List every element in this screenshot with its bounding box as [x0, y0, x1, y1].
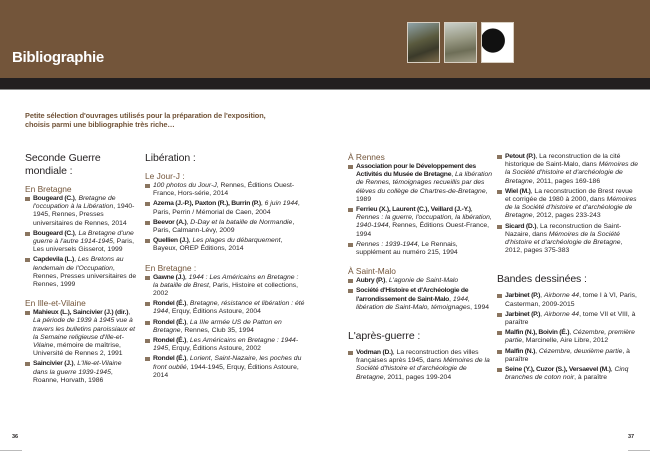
- entry-title: Mémoires de la Société d'histoire et d'archéologie de Bretagne: [505, 196, 637, 220]
- entry-details: ,: [470, 206, 473, 214]
- bullet-square-icon: [25, 258, 30, 262]
- entry-title: Les Américains en Bretagne : 1944-1945: [153, 337, 299, 353]
- bibliography-entry: [145, 337, 305, 353]
- bullet-square-icon: [145, 276, 150, 280]
- entry-details: , Paris, Les universels Gisserot, 1999: [33, 238, 135, 254]
- subsection-heading: À Rennes: [348, 152, 385, 162]
- intro-line: choisis parmi une bibliographie très riche…: [25, 120, 175, 129]
- bibliography-entry: [25, 256, 137, 289]
- column-1: [25, 152, 137, 394]
- bibliography-entry: [497, 188, 639, 221]
- entry-author: Beevor (A.): [153, 218, 187, 226]
- entry-details: ,: [188, 237, 193, 245]
- entry-author: Ferrieu (X.), Laurent (C.), Veillard (J.-Y.): [356, 206, 471, 214]
- entry-details: ,: [128, 309, 131, 317]
- entry-author: Association pour le Développement des Activités du Musée de Bretagne: [356, 163, 476, 179]
- bullet-square-icon: [348, 243, 353, 247]
- page-title: Bibliographie: [12, 49, 104, 66]
- entry-title: La période de 1939 à 1945 vue à travers les bulletins paroissiaux et la Semaine religieuse d'Ille-et-Vilaine: [33, 317, 135, 350]
- entry-author: Aubry (P.): [356, 277, 386, 285]
- page-number-right: 37: [628, 434, 635, 440]
- bullet-square-icon: [497, 368, 502, 372]
- entry-details: ,: [610, 366, 615, 374]
- entry-title: Mémoires de la Société d'histoire et d'archéologie de Bretagne: [505, 161, 638, 185]
- entry-author: Saincivier (J.): [33, 360, 74, 368]
- entry-details: , tome VII et VIII, à paraître: [505, 310, 636, 327]
- bullet-square-icon: [497, 313, 502, 317]
- entry-details: , mémoire de maîtrise, Université de Rennes 2, 1991: [33, 342, 123, 358]
- bullet-square-icon: [348, 289, 353, 293]
- footer-rule-right: [628, 450, 650, 451]
- entry-details: , tome I à VI, Paris, Casterman, 2009-2015: [505, 292, 637, 308]
- bibliography-entry: [348, 241, 493, 257]
- entry-details: , Rennes, Presses universitaires de Rennes, 1999: [33, 264, 137, 289]
- entry-details: , Roanne, Horvath, 1986: [33, 368, 113, 384]
- entry-author: Bougeard (C.): [33, 195, 75, 202]
- bibliography-entry: [145, 200, 305, 216]
- entry-title: Les plages du débarquement: [192, 237, 281, 245]
- entry-author: Wiel (M.): [505, 187, 531, 195]
- bibliography-section: [497, 153, 639, 255]
- bibliography-entry: [348, 277, 493, 285]
- bibliography-entry: [145, 300, 305, 316]
- bullet-square-icon: [497, 331, 502, 335]
- entry-details: , 2011, pages 199-204: [383, 373, 452, 381]
- entry-title: Mémoires de la Société d'histoire et d'archéologie de Bretagne: [505, 230, 621, 247]
- entry-details: ,: [260, 200, 265, 208]
- intro-text: [25, 111, 266, 129]
- bullet-square-icon: [25, 232, 30, 236]
- footer-rule-left: [0, 450, 22, 451]
- entry-details: , La reconstruction de Saint-Nazaire, dans: [505, 222, 622, 238]
- bibliography-entry: [497, 311, 639, 327]
- intro-line: Petite sélection d'ouvrages utilisés pour la préparation de l'exposition,: [25, 111, 266, 120]
- entry-author: Société d'Histoire et d'Archéologie de l'arrondissement de Saint-Malo: [356, 287, 469, 303]
- bibliography-entry: [497, 223, 639, 256]
- bullet-square-icon: [145, 321, 150, 325]
- entry-author: Malfin (N.): [505, 347, 536, 355]
- entry-details: , 1994: [470, 303, 490, 311]
- bibliography-section: [348, 330, 493, 382]
- entry-title: Cinq branches de coton noir: [505, 366, 629, 382]
- bibliography-entry: [145, 274, 305, 299]
- entry-title: L'agonie de Saint-Malo: [388, 277, 459, 285]
- entry-details: ,: [385, 277, 389, 285]
- bullet-square-icon: [497, 190, 502, 194]
- entry-title: Airborne 44: [543, 310, 580, 318]
- entry-title: Rennes : la guerre, l'occupation, la libération, 1940-1944: [356, 214, 492, 230]
- section-heading: L'après-guerre :: [348, 330, 421, 343]
- entry-details: , 2012, pages 375-383: [505, 239, 623, 255]
- entry-title: Cézembre, deuxième partie: [538, 347, 623, 355]
- entry-details: , La reconstruction des villes françaises après 1945, dans: [356, 349, 479, 365]
- entry-title: Les Bretons au lendemain de l'Occupation: [33, 256, 124, 272]
- section-heading: Libération :: [145, 152, 196, 164]
- entry-details: , Le Rennais, supplément au numéro 215, 1994: [356, 240, 458, 257]
- thumbnail-ruins-image: [444, 22, 477, 63]
- bibliography-entry: [348, 349, 493, 382]
- entry-title: Lorient, Saint-Nazaire, les poches du front oublié: [153, 355, 302, 371]
- bullet-square-icon: [348, 351, 353, 355]
- entry-author: Jarbinet (P.): [505, 292, 541, 300]
- entry-details: ,: [186, 218, 191, 226]
- bibliography-entry: [497, 348, 639, 364]
- bibliography-entry: [145, 355, 305, 380]
- entry-title: Bretagne, résistance et libération : été 1944: [153, 300, 305, 316]
- entry-details: , à paraître: [505, 347, 630, 363]
- bibliography-entry: [145, 219, 305, 235]
- bullet-square-icon: [25, 197, 30, 201]
- entry-details: , 2011, pages 169-186: [532, 177, 601, 185]
- entry-details: ,: [184, 273, 189, 281]
- entry-author: Rondel (É.): [153, 318, 187, 326]
- column-2: [145, 152, 305, 389]
- entry-author: Capdevila (L.): [33, 256, 75, 264]
- bibliography-entry: [25, 360, 137, 385]
- bullet-square-icon: [497, 350, 502, 354]
- entry-title: La IIIe armée US de Patton en Bretagne: [153, 318, 282, 334]
- entry-details: ,: [186, 337, 190, 345]
- entry-author: Rondel (É.): [153, 355, 187, 363]
- entry-details: , Bayeux, OREP Éditions, 2014: [153, 237, 283, 253]
- entry-author: Jarbinet (P.): [505, 310, 541, 318]
- bullet-square-icon: [145, 339, 150, 343]
- bibliography-entry: [348, 206, 493, 239]
- entry-details: ,: [535, 347, 539, 355]
- entry-details: , Paris, Calmann-Lévy, 2009: [153, 218, 295, 235]
- entry-details: , 1944-1945, Erquy, Éditions Astoure, 2014: [153, 363, 299, 379]
- entry-author: Petout (P.): [505, 153, 536, 160]
- entry-details: ,: [186, 300, 190, 308]
- entry-details: ,: [540, 292, 544, 300]
- entry-title: 1944, libération de Saint-Malo, témoignages: [356, 295, 471, 311]
- entry-title: D-Day et la bataille de Normandie: [190, 218, 293, 226]
- header-band: [0, 78, 650, 90]
- bibliography-entry: [497, 366, 639, 382]
- bibliography-entry: [348, 163, 493, 204]
- entry-title: 1944 : Les Américains en Bretagne : la bataille de Brest: [153, 273, 299, 289]
- bullet-square-icon: [145, 202, 150, 206]
- section-heading: Seconde Guerre mondiale :: [25, 152, 101, 177]
- entry-title: L'Ille-et-Vilaine dans la guerre 1939-1945: [33, 360, 122, 376]
- entry-details: , 1989: [356, 187, 488, 203]
- subsection-heading: En Bretagne: [25, 184, 72, 194]
- bullet-square-icon: [348, 165, 353, 169]
- entry-author: Gawne (J.): [153, 273, 185, 281]
- entry-details: , Paris, Histoire et collections, 2002: [153, 281, 299, 298]
- subsection-heading: En Bretagne :: [145, 262, 197, 273]
- entry-title: La Bretagne d'une guerre à l'autre 1914-1945: [33, 229, 134, 246]
- entry-title: 100 photos du Jour-J: [153, 182, 217, 189]
- bullet-square-icon: [145, 184, 150, 188]
- entry-details: , Erquy, Éditions Astoure, 2002: [168, 345, 261, 353]
- entry-details: ,: [540, 310, 544, 318]
- subsection-heading: Le Jour-J :: [145, 171, 185, 181]
- bibliography-entry: [25, 230, 137, 255]
- entry-title: Airborne 44: [543, 292, 580, 300]
- entry-details: , Marcinelle, Aire Libre, 2012: [522, 337, 609, 345]
- entry-details: , 1940-1945, Rennes, Presses universitaires de Rennes, 2014: [33, 203, 135, 227]
- bullet-square-icon: [145, 302, 150, 306]
- section-heading: Bandes dessinées :: [497, 273, 587, 286]
- bullet-square-icon: [497, 225, 502, 229]
- bibliography-entry: [497, 153, 639, 186]
- entry-details: ,: [451, 171, 456, 179]
- entry-details: ,: [449, 295, 453, 303]
- bullet-square-icon: [145, 357, 150, 361]
- entry-details: , Paris, Perrin / Mémorial de Caen, 2004: [153, 200, 300, 216]
- entry-author: Bougeard (C.): [33, 229, 75, 237]
- entry-title: 6 juin 1944: [264, 200, 298, 208]
- bibliography-entry: [145, 182, 305, 198]
- entry-details: , Rennes, Éditions Ouest-France, 1994: [356, 222, 490, 238]
- subsection-heading: En Ille-et-Vilaine: [25, 298, 86, 309]
- bibliography-section: [497, 273, 639, 382]
- bibliography-entry: [497, 292, 639, 308]
- entry-details: , La reconstruction de la cité historique de Saint-Malo, dans: [505, 153, 621, 169]
- bibliography-entry: [145, 319, 305, 335]
- bibliography-entry: [348, 287, 493, 312]
- entry-author: Mahieux (L.), Saincivier (J.) (dir.): [33, 309, 129, 317]
- bibliography-section: [348, 152, 493, 257]
- entry-details: , à paraître: [574, 374, 608, 382]
- entry-details: ,: [186, 355, 190, 363]
- bullet-square-icon: [25, 362, 30, 366]
- bullet-square-icon: [145, 221, 150, 225]
- entry-details: ,: [74, 256, 78, 264]
- bibliography-entry: [25, 309, 137, 358]
- entry-author: Malfin (N.), Boivin (É.): [505, 329, 570, 337]
- entry-author: Seine (Y.), Cuzor (S.), Versaevel (M.): [505, 366, 611, 374]
- bibliography-entry: [145, 237, 305, 253]
- bibliography-section: [145, 263, 305, 380]
- entry-details: ,: [74, 195, 79, 202]
- entry-details: , 2012, pages 233-243: [532, 212, 601, 220]
- thumbnail-soldier-image: [407, 22, 440, 63]
- entry-title: Bretagne de l'occupation à la Libération: [33, 195, 116, 211]
- bibliography-section: [348, 266, 493, 312]
- entry-author: Sicard (D.): [505, 222, 537, 230]
- entry-title: Cézembre, première partie: [505, 329, 635, 345]
- entry-details: ,: [73, 360, 78, 368]
- bibliography-section: [25, 298, 137, 385]
- bibliography-section: [25, 152, 137, 289]
- header-banner: [0, 0, 650, 78]
- entry-author: Rondel (É.): [153, 337, 187, 345]
- bullet-square-icon: [497, 294, 502, 298]
- bibliography-entry: [25, 195, 137, 228]
- bullet-square-icon: [25, 311, 30, 315]
- entry-details: , Erquy, Éditions Astoure, 2004: [168, 308, 261, 316]
- bullet-square-icon: [348, 279, 353, 283]
- entry-author: Quellien (J.): [153, 237, 189, 245]
- entry-author: Rondel (É.): [153, 300, 187, 308]
- entry-details: ,: [186, 318, 190, 326]
- page-number-left: 36: [12, 434, 19, 440]
- column-3: [348, 152, 493, 391]
- entry-details: , Rennes, Club 35, 1994: [180, 326, 254, 334]
- bullet-square-icon: [497, 155, 502, 159]
- entry-details: , Rennes, Éditions Ouest-France, Hors-série, 2014: [153, 182, 295, 198]
- entry-details: , La reconstruction de Brest revue et corrigée de 1980 à 2000, dans: [505, 187, 633, 204]
- column-4: [497, 153, 639, 391]
- bibliography-section: [145, 152, 305, 254]
- entry-title: Mémoires de la Société d'histoire et d'archéologie de Bretagne: [356, 357, 490, 381]
- thumbnail-helmet-image: [481, 22, 514, 63]
- entry-author: Vodman (D.): [356, 349, 393, 357]
- entry-title: La libération de Rennes, témoignages recueillis par des élèves du collège de Chartres-de-Bretagne: [356, 171, 493, 195]
- entry-title: Rennes : 1939-1944: [356, 240, 418, 248]
- entry-details: ,: [569, 329, 574, 337]
- bibliography-entry: [497, 329, 639, 345]
- entry-author: Azema (J.-P.), Paxton (R.), Burrin (P.): [153, 200, 261, 208]
- bullet-square-icon: [348, 208, 353, 212]
- subsection-heading: À Saint-Malo: [348, 266, 396, 277]
- entry-details: ,: [74, 229, 79, 237]
- bullet-square-icon: [145, 239, 150, 243]
